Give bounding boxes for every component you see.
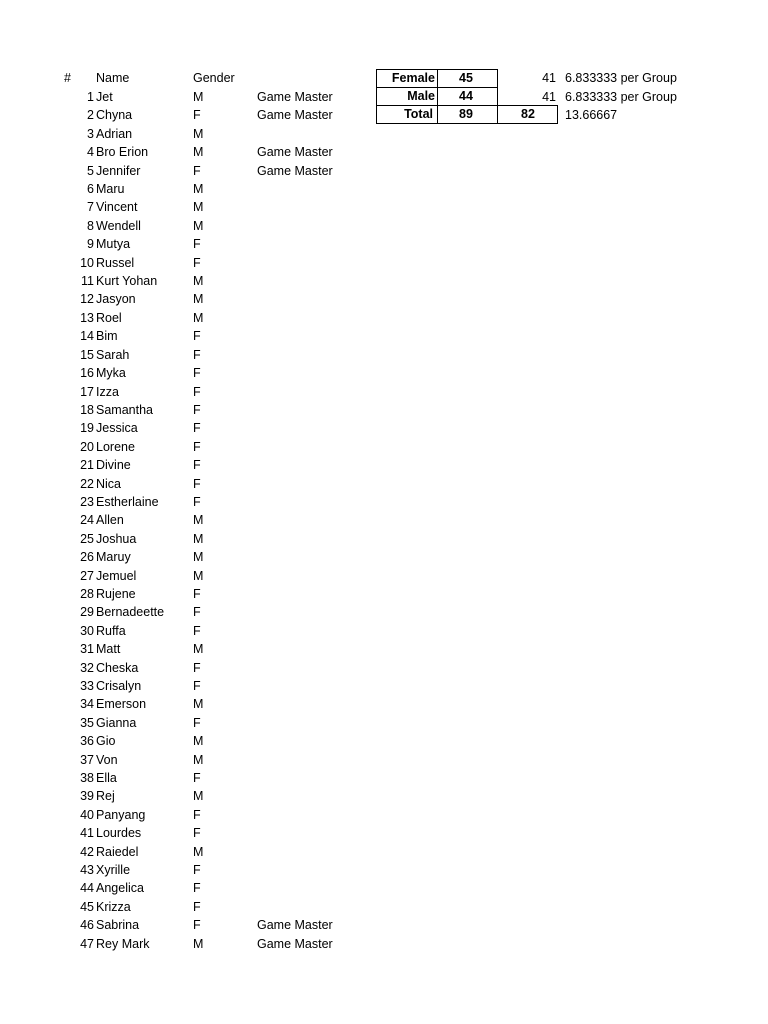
row-gender: M: [193, 200, 204, 215]
row-number: 29: [80, 605, 94, 620]
row-gender: F: [193, 108, 201, 123]
row-name: Bro Erion: [96, 145, 149, 160]
row-name: Emerson: [96, 697, 147, 712]
list-row: [0, 916, 400, 934]
list-row: [0, 640, 400, 658]
row-gender: F: [193, 494, 201, 509]
row-gender: F: [193, 163, 201, 178]
row-role: Game Master: [257, 918, 333, 933]
row-number: 12: [80, 292, 94, 307]
row-number: 32: [80, 660, 94, 675]
list-row: [0, 438, 400, 456]
row-name: Rey Mark: [96, 936, 150, 951]
row-number: 8: [87, 218, 94, 233]
row-number: 16: [80, 366, 94, 381]
list-row: [0, 769, 400, 787]
row-gender: M: [193, 734, 204, 749]
list-row: [0, 898, 400, 916]
list-row: [0, 290, 400, 308]
row-name: Lourdes: [96, 826, 142, 841]
row-name: Jennifer: [96, 163, 141, 178]
list-row: [0, 622, 400, 640]
row-gender: M: [193, 550, 204, 565]
list-row: [0, 254, 400, 272]
row-number: 26: [80, 550, 94, 565]
row-name: Jemuel: [96, 568, 137, 583]
row-gender: F: [193, 402, 201, 417]
list-row: [0, 383, 400, 401]
list-row: [0, 714, 400, 732]
summary-female-label: Female: [376, 69, 438, 88]
row-gender: M: [193, 844, 204, 859]
row-number: 3: [87, 126, 94, 141]
row-name: Jasyon: [96, 292, 136, 307]
list-row: [0, 235, 400, 253]
row-number: 45: [80, 899, 94, 914]
row-gender: M: [193, 568, 204, 583]
summary-total-count: 89: [437, 105, 498, 124]
summary-male-count: 44: [437, 87, 498, 106]
row-name: Ella: [96, 771, 117, 786]
row-gender: F: [193, 679, 201, 693]
row-name: Cheska: [96, 660, 139, 675]
row-gender: F: [193, 863, 201, 878]
row-number: 42: [80, 844, 94, 859]
row-name: Matt: [96, 642, 121, 657]
row-name: Gio: [96, 734, 116, 749]
row-number: 35: [80, 715, 94, 730]
summary-female-value: 41: [542, 71, 556, 85]
row-name: Ruffa: [96, 623, 126, 638]
list-row: [0, 180, 400, 198]
row-number: 39: [80, 789, 94, 804]
list-row: [0, 695, 400, 713]
row-gender: M: [193, 531, 204, 546]
row-number: 40: [80, 807, 94, 822]
row-gender: F: [193, 255, 201, 270]
list-row: [0, 935, 400, 953]
row-gender: M: [193, 292, 204, 307]
row-gender: F: [193, 715, 201, 730]
list-row: [0, 603, 400, 621]
list-row: [0, 751, 400, 769]
row-name: Jet: [96, 90, 113, 104]
summary-female-per-group: 6.833333 per Group: [565, 71, 677, 85]
row-number: 23: [80, 494, 94, 509]
row-gender: M: [193, 126, 204, 141]
row-name: Krizza: [96, 899, 131, 914]
row-gender: F: [193, 347, 201, 362]
row-number: 17: [80, 384, 94, 399]
row-gender: F: [193, 586, 201, 601]
row-name: Vincent: [96, 200, 138, 215]
list-row: [0, 806, 400, 824]
row-name: Wendell: [96, 218, 141, 233]
row-number: 1: [87, 90, 94, 104]
list-row: [0, 585, 400, 603]
row-gender: F: [193, 458, 201, 473]
row-name: Rujene: [96, 586, 136, 601]
row-number: 30: [80, 623, 94, 638]
row-gender: F: [193, 660, 201, 675]
row-gender: M: [193, 218, 204, 233]
row-number: 9: [87, 237, 94, 252]
list-row: [0, 198, 400, 216]
list-row: [0, 106, 400, 124]
row-gender: F: [193, 237, 201, 252]
summary-total-per-group: 13.66667: [565, 108, 618, 122]
row-number: 47: [80, 936, 94, 951]
list-row: [0, 567, 400, 585]
row-gender: F: [193, 623, 201, 638]
summary-male-value: 41: [542, 90, 556, 104]
row-name: Divine: [96, 458, 131, 473]
row-gender: M: [193, 182, 204, 197]
list-row: [0, 659, 400, 677]
list-row: [0, 364, 400, 382]
row-role: Game Master: [257, 145, 333, 160]
list-row: [0, 879, 400, 897]
row-name: Bernadeette: [96, 605, 165, 620]
row-name: Mutya: [96, 237, 131, 252]
row-gender: F: [193, 771, 201, 786]
row-name: Maruy: [96, 550, 131, 565]
row-name: Myka: [96, 366, 126, 381]
row-gender: F: [193, 826, 201, 841]
list-row: [0, 732, 400, 750]
row-name: Samantha: [96, 402, 153, 417]
row-name: Kurt Yohan: [96, 274, 158, 289]
list-row: [0, 787, 400, 805]
row-number: 15: [80, 347, 94, 362]
row-role: Game Master: [257, 90, 333, 104]
row-name: Izza: [96, 384, 119, 399]
row-number: 4: [87, 145, 94, 160]
row-number: 44: [80, 881, 94, 896]
summary-male-per-group: 6.833333 per Group: [565, 90, 677, 104]
list-row: [0, 548, 400, 566]
row-name: Adrian: [96, 126, 133, 141]
row-role: Game Master: [257, 163, 333, 178]
row-number: 13: [80, 310, 94, 325]
row-name: Panyang: [96, 807, 146, 822]
list-row: [0, 272, 400, 290]
list-row: [0, 88, 400, 106]
row-name: Chyna: [96, 108, 133, 123]
row-name: Lorene: [96, 439, 135, 454]
list-row: [0, 419, 400, 437]
header-name: Name: [96, 71, 130, 85]
row-gender: F: [193, 439, 201, 454]
row-gender: M: [193, 513, 204, 528]
row-name: Angelica: [96, 881, 144, 896]
row-gender: M: [193, 936, 204, 951]
list-row: [0, 327, 400, 345]
row-number: 28: [80, 586, 94, 601]
row-name: Joshua: [96, 531, 137, 546]
list-row: [0, 475, 400, 493]
participant-list: [0, 88, 400, 953]
row-gender: F: [193, 476, 201, 491]
row-name: Russel: [96, 255, 135, 270]
row-role: Game Master: [257, 936, 333, 951]
row-name: Allen: [96, 513, 124, 528]
row-gender: M: [193, 310, 204, 325]
list-row: [0, 843, 400, 861]
list-row: [0, 861, 400, 879]
header-gender: Gender: [193, 71, 235, 85]
row-number: 31: [80, 642, 94, 657]
list-row: [0, 162, 400, 180]
list-row: [0, 511, 400, 529]
row-number: 2: [87, 108, 94, 123]
row-name: Rej: [96, 789, 115, 804]
row-number: 6: [87, 182, 94, 197]
row-gender: F: [193, 366, 201, 381]
row-name: Sabrina: [96, 918, 140, 933]
row-name: Raiedel: [96, 844, 139, 859]
row-name: Gianna: [96, 715, 137, 730]
list-row: [0, 401, 400, 419]
list-row: [0, 530, 400, 548]
list-row: [0, 493, 400, 511]
row-gender: F: [193, 807, 201, 822]
row-name: Estherlaine: [96, 494, 159, 509]
row-number: 27: [80, 568, 94, 583]
row-number: 11: [81, 274, 94, 289]
list-row: [0, 217, 400, 235]
row-gender: F: [193, 899, 201, 914]
row-number: 14: [80, 329, 94, 344]
row-name: Jessica: [96, 421, 138, 436]
row-number: 34: [80, 697, 94, 712]
row-name: Von: [96, 752, 118, 767]
row-number: 38: [80, 771, 94, 786]
list-row: [0, 456, 400, 474]
row-number: 18: [80, 402, 94, 417]
row-name: Maru: [96, 182, 125, 197]
summary-total-value: 82: [497, 105, 558, 124]
row-name: Bim: [96, 329, 118, 344]
row-number: 22: [80, 476, 94, 491]
row-gender: F: [193, 881, 201, 896]
row-gender: F: [193, 329, 201, 344]
row-number: 25: [80, 531, 94, 546]
row-number: 7: [87, 200, 94, 215]
row-name: Nica: [96, 476, 122, 491]
row-name: Crisalyn: [96, 679, 142, 693]
row-gender: F: [193, 605, 201, 620]
row-role: Game Master: [257, 108, 333, 123]
list-row: [0, 309, 400, 327]
row-number: 36: [80, 734, 94, 749]
row-number: 33: [80, 679, 94, 693]
row-gender: M: [193, 90, 204, 104]
row-name: Sarah: [96, 347, 130, 362]
row-gender: M: [193, 752, 204, 767]
row-gender: M: [193, 145, 204, 160]
summary-male-label: Male: [376, 87, 438, 106]
row-number: 5: [87, 163, 94, 178]
row-gender: F: [193, 918, 201, 933]
row-number: 20: [80, 439, 94, 454]
row-gender: M: [193, 789, 204, 804]
row-number: 10: [80, 255, 94, 270]
row-number: 43: [80, 863, 94, 878]
row-number: 21: [80, 458, 94, 473]
list-row: [0, 677, 400, 695]
row-gender: F: [193, 384, 201, 399]
row-number: 24: [80, 513, 94, 528]
row-name: Xyrille: [96, 863, 131, 878]
row-name: Roel: [96, 310, 122, 325]
header-number: #: [64, 71, 71, 85]
summary-total-label: Total: [376, 105, 438, 124]
summary-female-count: 45: [437, 69, 498, 88]
list-row: [0, 143, 400, 161]
row-number: 19: [80, 421, 94, 436]
row-number: 46: [80, 918, 94, 933]
list-row: [0, 125, 400, 143]
row-number: 37: [80, 752, 94, 767]
list-row: [0, 824, 400, 842]
row-gender: F: [193, 421, 201, 436]
row-number: 41: [80, 826, 94, 841]
list-row: [0, 346, 400, 364]
row-gender: M: [193, 642, 204, 657]
row-gender: M: [193, 274, 204, 289]
row-gender: M: [193, 697, 204, 712]
